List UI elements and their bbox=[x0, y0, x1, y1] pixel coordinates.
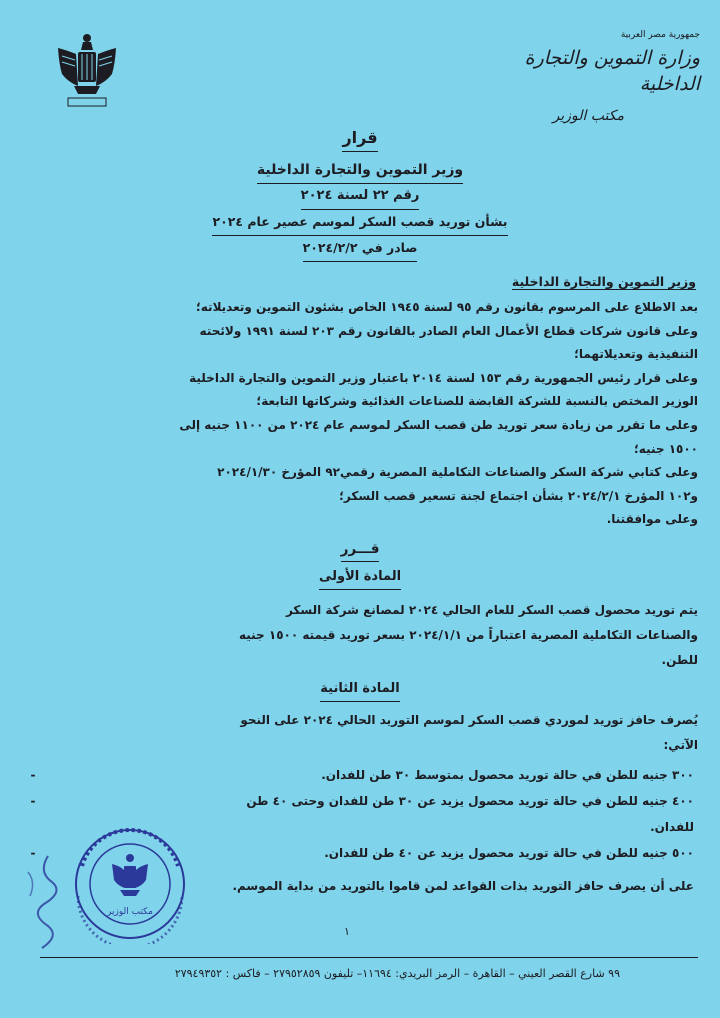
list-item-text: ٣٠٠ جنيه للطن في حالة توريد محصول بمتوسط ٣٠ طن للفدان. bbox=[321, 768, 694, 782]
dash-bullet-icon: - bbox=[30, 846, 36, 860]
list-item-text: ٤٠٠ جنيه للطن في حالة توريد محصول يزيد عن ٣٠ طن للفدان وحتى ٤٠ طن bbox=[246, 794, 694, 808]
footer-address: ٩٩ شارع القصر العيني – القاهرة – الرمز البريدي: ١١٦٩٤– تليفون ٢٧٩٥٢٨٥٩ – فاكس : ٢٧٩٤٩٣٥٢ bbox=[174, 967, 620, 980]
decree-title-block bbox=[150, 126, 570, 262]
decree-subject: بشأن توريد قصب السكر لموسم عصير عام ٢٠٢٤ bbox=[212, 210, 507, 236]
page-number: ١ bbox=[344, 925, 350, 938]
article-2-body bbox=[20, 708, 698, 758]
decree-date: صادر في ٢٠٢٤/٢/٢ bbox=[303, 236, 418, 262]
preamble-line: الوزير المختص بالنسبة للشركة القابضة للصناعات الغذائية وشركاتها التابعة؛ bbox=[256, 394, 698, 409]
preamble-line: التنفيذية وتعديلاتهما؛ bbox=[574, 347, 698, 362]
eagle-emblem-icon bbox=[56, 30, 118, 112]
preamble bbox=[20, 296, 698, 532]
closing-clause: على أن يصرف حافز التوريد بذات القواعد لمن قاموا بالتوريد من بداية الموسم. bbox=[232, 879, 694, 893]
article-2-title-text: المادة الثانية bbox=[320, 678, 399, 702]
decree-word: قرار bbox=[342, 126, 377, 152]
article-1-line: والصناعات التكاملية المصرية اعتباراً من ٢٠٢٤/١/١ بسعر توريد قيمته ١٥٠٠ جنيه bbox=[238, 628, 698, 642]
article-1-body bbox=[20, 598, 698, 673]
preamble-line: ١٥٠٠ جنيه؛ bbox=[634, 441, 698, 456]
addressee-text: وزير التموين والتجارة الداخلية bbox=[511, 274, 696, 289]
list-item-text: للفدان. bbox=[650, 820, 694, 834]
decree-number: رقم ٢٢ لسنة ٢٠٢٤ bbox=[301, 184, 420, 210]
preamble-line: وعلى قرار رئيس الجمهورية رقم ١٥٣ لسنة ٢٠١٤ باعتبار وزير التموين والتجارة الداخلية bbox=[189, 370, 698, 385]
dash-bullet-icon: - bbox=[30, 794, 36, 808]
preamble-line: وعلى كتابي شركة السكر والصناعات التكاملية المصرية رقمي٩٢ المؤرخ ٢٠٢٤/١/٣٠ bbox=[217, 465, 698, 480]
republic-name: جمهورية مصر العربية bbox=[620, 30, 700, 40]
preamble-line: بعد الاطلاع على المرسوم بقانون رقم ٩٥ لسنة ١٩٤٥ الخاص بشئون التموين وتعديلاته؛ bbox=[195, 300, 698, 314]
decision-heading bbox=[0, 538, 720, 562]
article-2-line: الآتي: bbox=[663, 738, 698, 752]
list-item-text: ٥٠٠ جنيه للطن في حالة توريد محصول يزيد عن ٤٠ طن للفدان. bbox=[324, 846, 694, 860]
issuer-title: وزير التموين والتجارة الداخلية bbox=[257, 158, 463, 184]
preamble-line: وعلى موافقتنا. bbox=[606, 512, 698, 527]
dash-bullet-icon: - bbox=[30, 768, 36, 782]
article-1-title bbox=[0, 566, 720, 590]
article-1-line: للطن. bbox=[661, 653, 698, 667]
article-1-line: يتم توريد محصول قصب السكر للعام الحالي ٢٠٢٤ لمصانع شركة السكر bbox=[285, 603, 698, 617]
addressee bbox=[512, 272, 696, 292]
list-item bbox=[20, 788, 694, 814]
article-2-title bbox=[0, 678, 720, 702]
ministry-name: وزارة التموين والتجارة الداخلية bbox=[524, 47, 700, 95]
footer-divider bbox=[40, 957, 698, 958]
minister-office: مكتب الوزير bbox=[552, 108, 624, 124]
preamble-line: وعلى قانون شركات قطاع الأعمال العام الصادر بالقانون رقم ٢٠٣ لسنة ١٩٩١ ولائحته bbox=[199, 323, 698, 338]
signature-scribble bbox=[18, 852, 78, 952]
article-1-title-text: المادة الأولى bbox=[319, 566, 401, 590]
letterhead bbox=[470, 28, 700, 127]
preamble-line: وعلى ما تقرر من زيادة سعر توريد طن قصب السكر لموسم عام ٢٠٢٤ من ١١٠٠ جنيه إلى bbox=[179, 417, 698, 432]
preamble-line: و١٠٢ المؤرخ ٢٠٢٤/٢/١ بشأن اجتماع لجنة تسعير قصب السكر؛ bbox=[339, 488, 698, 503]
list-item bbox=[20, 762, 694, 788]
article-2-line: يُصرف حافز توريد لموردي قصب السكر لموسم التوريد الحالي ٢٠٢٤ على النحو bbox=[240, 713, 698, 727]
seal-center-text: مكتب الوزير bbox=[107, 907, 153, 917]
ministry-seal-icon bbox=[68, 826, 198, 944]
decision-heading-text: قـــرر bbox=[341, 538, 380, 562]
